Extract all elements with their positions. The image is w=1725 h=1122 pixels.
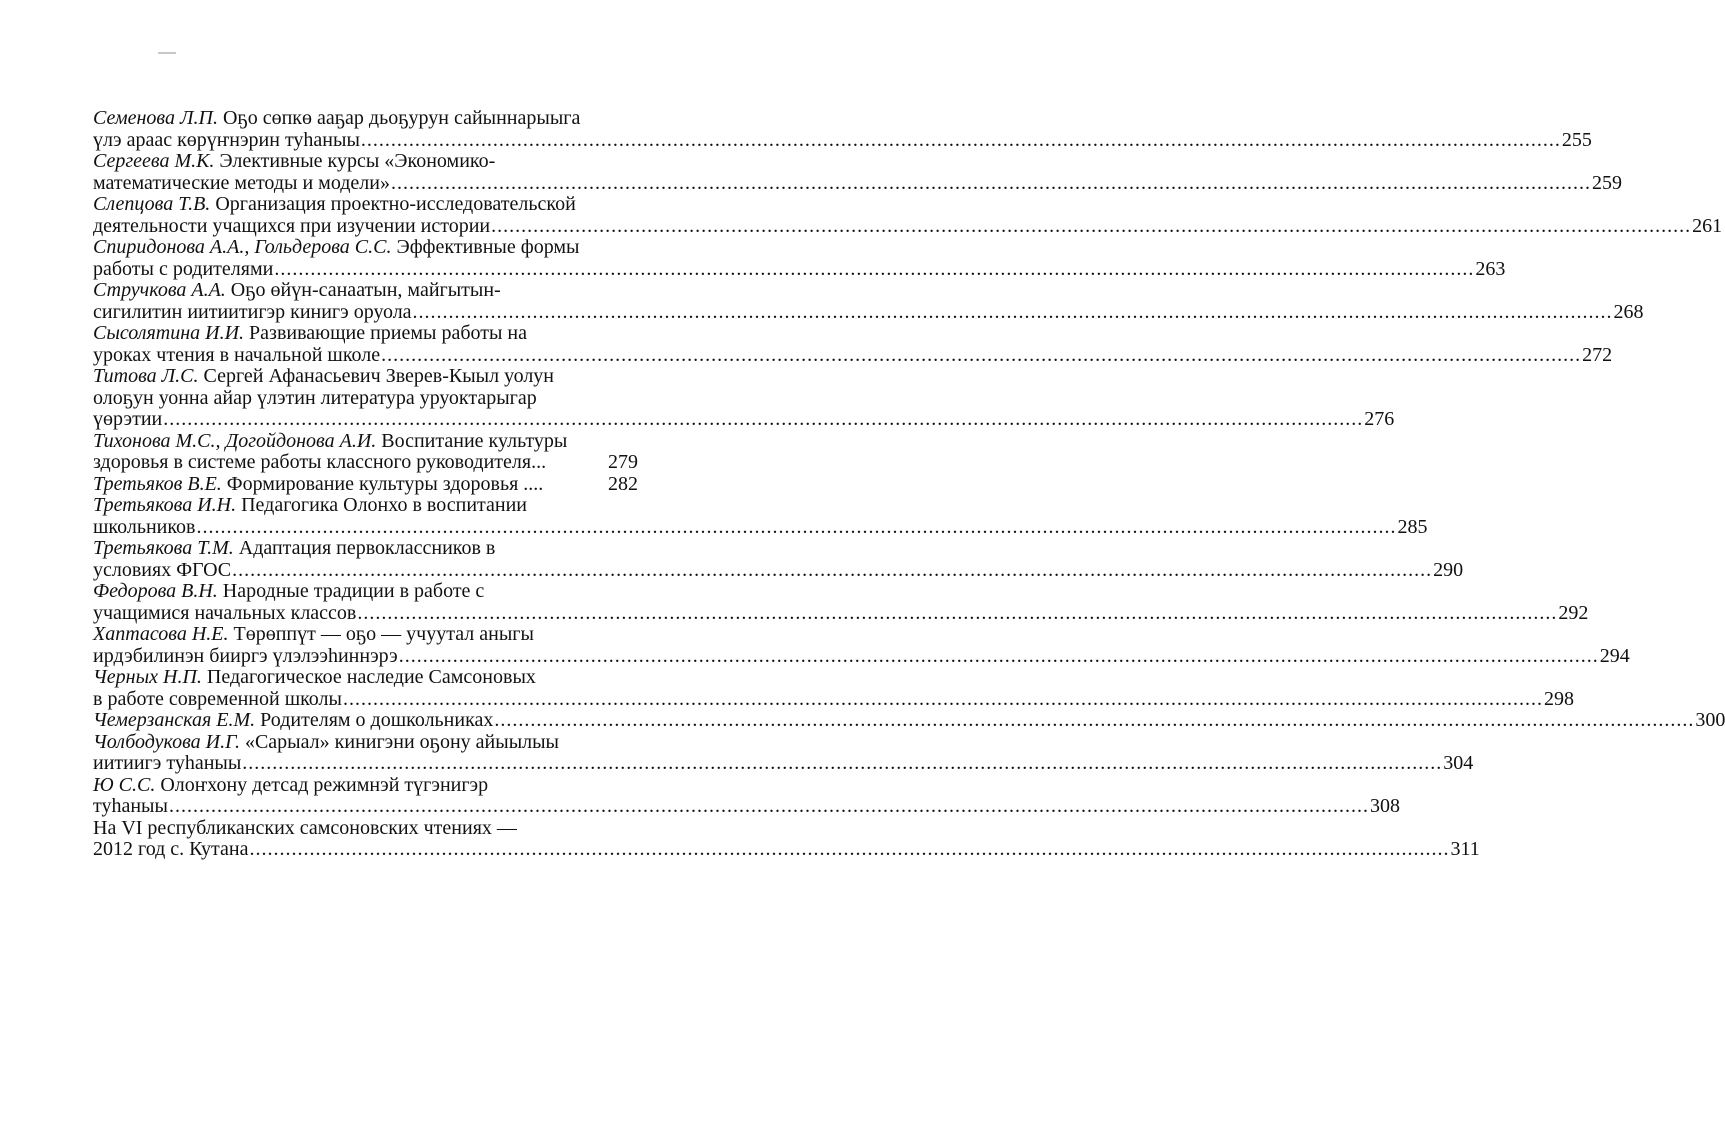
- toc-line: [93, 151, 638, 173]
- toc-title-text: Педагогика Олонхо в воспитании: [236, 494, 527, 516]
- dot-leader: ........................................................................................................................................................................................................: [274, 257, 1475, 280]
- toc-title-text: На VI республиканских самсоновских чтениях —: [93, 816, 517, 839]
- toc-page-number: 311: [1450, 838, 1480, 860]
- toc-author: Чемерзанская Е.М.: [93, 709, 256, 731]
- toc-line: [93, 752, 1474, 775]
- toc-entry: [93, 666, 1574, 710]
- toc-title-text: Формирование культуры здоровья ....: [221, 472, 544, 495]
- toc-line: [93, 408, 1395, 431]
- toc-line: [93, 280, 638, 302]
- toc-title-text: Сергей Афанасьевич Зверев-Кыыл уолун: [198, 365, 555, 387]
- dot-leader: ........................................................................................................................................................................................................: [232, 558, 1433, 581]
- toc-line: [93, 601, 1589, 625]
- toc-author: Черных Н.П.: [93, 666, 202, 688]
- toc-line: [93, 515, 1428, 539]
- toc-title-text: олоҕун уонна айар үлэтин литература уруоктарыгар: [93, 386, 537, 409]
- dot-leader: ........................................................................................................................................................................................................: [391, 171, 1591, 194]
- toc-title-text: Народные традиции в работе с: [217, 580, 485, 602]
- dot-leader: ........................................................................................................................................................................................................: [342, 687, 1543, 710]
- toc-page-number: 290: [1433, 558, 1464, 581]
- toc-author: Хаптасова Н.Е.: [93, 623, 229, 645]
- toc-line: [93, 795, 1400, 818]
- toc-title-text: Педагогическое наследие Самсоновых: [201, 666, 536, 688]
- dot-leader: ........................................................................................................................................................................................................: [398, 644, 1599, 667]
- toc-author: Третьяков В.Е.: [93, 472, 222, 495]
- toc-title-text: иитиигэ туһаныы: [93, 752, 242, 774]
- toc-entry: [93, 494, 1428, 538]
- toc-title-text: уроках чтения в начальной школе: [93, 343, 381, 366]
- toc-author: Чолбодукова И.Г.: [93, 730, 240, 753]
- table-of-contents: [93, 107, 1725, 861]
- toc-page-number: 304: [1443, 752, 1474, 774]
- toc-title-text: работы с родителями: [93, 257, 274, 280]
- toc-entry: [93, 580, 1589, 624]
- toc-line: [93, 667, 638, 689]
- toc-author: Семенова Л.П.: [93, 107, 218, 129]
- toc-line: [93, 108, 638, 130]
- toc-line: [93, 818, 638, 840]
- toc-page-number: 263: [1475, 257, 1506, 280]
- toc-author: Ю С.С.: [93, 773, 156, 796]
- toc-line: [93, 538, 638, 560]
- toc-title-text: учащимися начальных классов: [93, 601, 357, 624]
- toc-entry: [93, 193, 1723, 237]
- toc-title-text: Родителям о дошкольниках: [255, 709, 494, 731]
- toc-title-text: школьников: [93, 515, 196, 538]
- toc-author: Спиридонова А.А., Гольдерова С.С.: [93, 236, 392, 258]
- toc-title-text: Адаптация первоклассников в: [233, 537, 496, 559]
- toc-entry: [93, 322, 1613, 366]
- scan-mark: [158, 52, 176, 54]
- toc-author: Слепцова Т.В.: [93, 193, 211, 215]
- toc-title-text: Развивающие приемы работы на: [244, 322, 527, 344]
- toc-line: [93, 624, 638, 646]
- dot-leader: ........................................................................................................................................................................................................: [360, 128, 1561, 151]
- toc-entry: [93, 107, 1592, 151]
- toc-title-text: Воспитание культуры: [376, 429, 568, 452]
- toc-author: Третьякова Т.М.: [93, 537, 234, 559]
- toc-title-text: үлэ араас көрүҥнэрин туһаныы: [93, 128, 360, 151]
- toc-entry: [93, 623, 1630, 667]
- toc-line: [93, 709, 1725, 732]
- toc-title-text: Организация проектно-исследовательской: [210, 193, 576, 215]
- dot-leader: ........................................................................................................................................................................................................: [491, 214, 1692, 237]
- toc-title-text: математические методы и модели»: [93, 171, 390, 194]
- toc-title-text: Төрөппүт — оҕо — учуутал аныгы: [228, 623, 534, 645]
- toc-line: [93, 687, 1574, 711]
- toc-page-number: 279: [608, 451, 638, 473]
- dot-leader: ........................................................................................................................................................................................................: [381, 343, 1582, 366]
- toc-line: [93, 237, 638, 259]
- toc-title-text: здоровья в системе работы классного руководителя...: [93, 451, 547, 473]
- toc-page-number: 308: [1369, 795, 1400, 817]
- toc-page-number: 276: [1364, 408, 1395, 430]
- toc-page-number: 285: [1397, 515, 1428, 538]
- dot-leader: ........................................................................................................................................................................................................: [357, 601, 1558, 624]
- toc-title-text: в работе современной школы: [93, 687, 342, 710]
- toc-line: [93, 452, 638, 474]
- toc-title-text: условиях ФГОС: [93, 558, 232, 581]
- toc-title-text: Оҕо өйүн-санаатын, майгытын-: [225, 279, 501, 301]
- toc-page-number: 272: [1582, 343, 1613, 366]
- toc-title-text: Эффективные формы: [391, 236, 580, 258]
- toc-line: [93, 495, 638, 517]
- toc-author: Тихонова М.С., Догойдонова А.И.: [93, 429, 377, 452]
- toc-line: [93, 171, 1622, 195]
- toc-entry: [93, 773, 1400, 818]
- toc-line: [93, 388, 638, 410]
- toc-author: Сысолятина И.И.: [93, 322, 245, 344]
- toc-title-text: туһаныы: [93, 795, 168, 817]
- toc-title-text: Элективные курсы «Экономико-: [214, 150, 496, 172]
- toc-line: [93, 323, 638, 345]
- toc-page-number: 255: [1561, 128, 1592, 151]
- toc-title-text: «Сарыал» кинигэни оҕону айыылыы: [239, 730, 559, 753]
- toc-line: [93, 558, 1464, 582]
- toc-entry: [93, 365, 1395, 431]
- dot-leader: ........................................................................................................................................................................................................: [494, 709, 1695, 731]
- toc-title-text: ирдэбилинэн бииргэ үлэлээһиннэрэ: [93, 644, 398, 667]
- toc-entry: [93, 279, 1644, 323]
- toc-entry: [93, 709, 1725, 732]
- toc-entry: [93, 730, 1474, 775]
- toc-line: [93, 474, 638, 496]
- toc-page-number: 268: [1613, 300, 1644, 323]
- toc-entry: [93, 537, 1464, 581]
- toc-entry: [93, 474, 638, 496]
- toc-line: [93, 257, 1506, 281]
- toc-line: [93, 581, 638, 603]
- toc-title-text: үөрэтии: [93, 408, 163, 430]
- toc-author: Третьякова И.Н.: [93, 494, 237, 516]
- toc-title-text: Олоҥхону детсад режимнэй түгэнигэр: [155, 773, 489, 796]
- toc-line: [93, 775, 638, 797]
- toc-entry: [93, 816, 1480, 861]
- dot-leader: ........................................................................................................................................................................................................: [163, 408, 1364, 430]
- toc-line: [93, 644, 1630, 668]
- toc-entry: [93, 431, 638, 474]
- toc-line: [93, 128, 1592, 152]
- toc-line: [93, 431, 638, 453]
- toc-line: [93, 732, 638, 754]
- toc-author: Федорова В.Н.: [93, 580, 218, 602]
- toc-page-number: 294: [1599, 644, 1630, 667]
- toc-page-number: 298: [1543, 687, 1574, 710]
- toc-line: [93, 366, 638, 388]
- dot-leader: ........................................................................................................................................................................................................: [412, 300, 1613, 323]
- toc-author: Сергеева М.К.: [93, 150, 215, 172]
- toc-page-number: 259: [1592, 171, 1622, 194]
- toc-title-text: 2012 год с. Кутана: [93, 838, 249, 860]
- toc-line: [93, 838, 1480, 861]
- toc-entry: [93, 236, 1506, 280]
- dot-leader: ........................................................................................................................................................................................................: [196, 515, 1397, 538]
- toc-line: [93, 343, 1613, 367]
- toc-title-text: деятельности учащихся при изучении истории: [93, 214, 491, 237]
- toc-author: Стручкова А.А.: [93, 279, 226, 301]
- toc-page-number: 300: [1695, 709, 1725, 731]
- toc-entry: [93, 150, 1622, 194]
- dot-leader: ........................................................................................................................................................................................................: [168, 795, 1369, 817]
- toc-title-text: сигилитин иитиитигэр кинигэ оруола: [93, 300, 412, 323]
- toc-page-number: 292: [1558, 601, 1589, 624]
- toc-line: [93, 300, 1644, 324]
- toc-line: [93, 194, 638, 216]
- dot-leader: ........................................................................................................................................................................................................: [249, 838, 1450, 860]
- toc-title-text: Оҕо сөпкө ааҕар дьоҕурун сайыннарыыга: [217, 107, 581, 129]
- dot-leader: ........................................................................................................................................................................................................: [242, 752, 1443, 774]
- toc-page-number: 282: [608, 472, 638, 495]
- toc-line: [93, 214, 1723, 238]
- toc-author: Титова Л.С.: [93, 365, 199, 387]
- toc-page-number: 261: [1692, 214, 1723, 237]
